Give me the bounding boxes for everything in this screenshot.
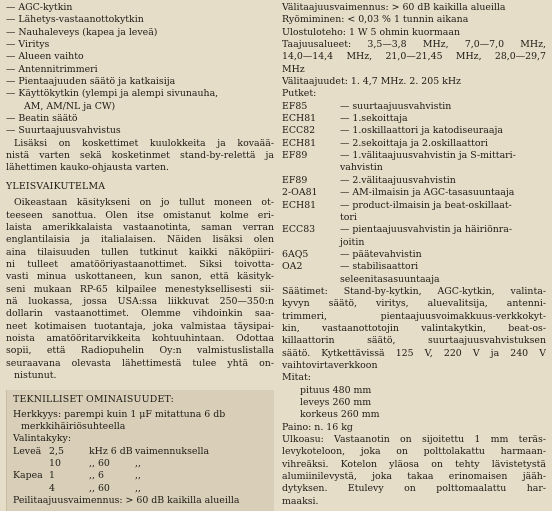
feature-item: — Beatin säätö — [6, 113, 78, 125]
feature-item: — Käyttökytkin (ylempi ja alempi sivunauha, — [6, 88, 219, 100]
feature-item: — AGC-kytkin — [6, 2, 73, 13]
paragraph-line: laista amerikkalaista vastaanotinta, saman verran — [6, 221, 274, 233]
paragraph-line: trimmeri, pientaajuusvoimakkuus-verkkokyt- — [282, 310, 546, 322]
paragraph-line: Lisäksi on koskettimet kuulokkeita ja kovaää- — [14, 137, 274, 149]
tube-row: EF89 — 2.välitaajuusvahvistin — [282, 174, 456, 186]
tube-row: EF85 — suurtaajuusvahvistin — [282, 100, 452, 112]
paragraph-line: nistunut. — [14, 369, 57, 381]
spec-line: MHz — [282, 63, 305, 75]
left-column — [6, 2, 274, 511]
paragraph-line: sopii, että Radiopuhelin Oy:n valmistuslistalla — [6, 345, 274, 357]
tube-row: ECC83 — pientaajuusvahvistin ja häiriönra- — [282, 224, 512, 236]
feature-list — [6, 2, 274, 138]
spec-line: Välitaajuusvaimennus: > 60 dB kaikilla alueilla — [282, 2, 506, 13]
paragraph-line: vihreäksi. Kotelon yläosa on tehty lävistetystä — [282, 458, 546, 470]
weight-line: Paino: n. 16 kg — [282, 421, 353, 433]
tube-row: 2-OA81 — AM-ilmaisin ja AGC-tasasuuntaaja — [282, 187, 515, 199]
tube-row-continued: seleenitasasuuntaaja — [340, 273, 440, 285]
paragraph-line: neet kotimaisen tuotantaja, joka valmistaa täysipai- — [6, 320, 274, 332]
spec-line: Välitaajuudet: 1. 4,7 MHz. 2. 205 kHz — [282, 76, 461, 88]
feature-item-continued: AM, AM/NL ja CW) — [24, 100, 116, 112]
paragraph-line: seni mukaan RP-65 kilpailee menestyksellisesti sii- — [6, 283, 274, 295]
specs-title: TEKNILLISET OMINAISUUDET: — [13, 394, 174, 406]
paragraph-line: kin, vastaanottotojin valintakytkin, beat-os- — [282, 322, 546, 334]
paragraph-line: ni tulleet amatööriyastaanottimet. Siksi toivotta- — [6, 258, 274, 270]
spec-line: Ulostuloteho: 1 W 5 ohmin kuormaan — [282, 26, 460, 38]
paragraph-line: vasti minua uskottaneen, kun sanon, että käsityk- — [6, 271, 274, 283]
specs-box — [6, 390, 274, 511]
paragraph-line: seuraavana olevasta lähettimestä tulee yhtä on- — [6, 357, 274, 369]
feature-item: — Pientaajuuden säätö ja katkaisija — [6, 76, 176, 88]
selectivity-row: Leveä 2,5 kHz 6 dB vaimennuksella — [13, 445, 210, 457]
feature-item: — Lähetys-vastaanottokytkin — [6, 14, 144, 26]
paragraph-line: levykoteloon, joka on polttolakattu harmaan- — [282, 446, 546, 458]
tube-row: ECH81 — 2.sekoittaja ja 2.oskillaattori — [282, 137, 488, 149]
paragraph-line: teeseen sanottua. Olen itse omistanut kolme eri- — [6, 209, 274, 221]
tube-list — [282, 101, 546, 286]
paragraph-line: kyvyn säätö, viritys, aluevalitsija, antenni- — [282, 298, 546, 310]
dims-title: Mitat: — [282, 372, 311, 384]
feature-item: — Viritys — [6, 39, 50, 51]
selectivity-row: Kapea 1 ,, 6 ,, — [13, 470, 141, 482]
body-paragraph — [6, 197, 274, 382]
spec-line: merkkihäiriösuhteella — [21, 421, 126, 432]
selectivity-table — [13, 446, 268, 495]
paragraph-line: maaksi. — [282, 495, 319, 507]
spec-line: Valintakyky: — [13, 433, 72, 445]
right-column — [282, 2, 546, 508]
tube-row: ECH81 — 1.sekoittaja — [282, 113, 408, 125]
paragraph-line: aina tilaisuuden tullen tutkinut kaikki näköpiiri- — [6, 246, 274, 258]
spec-line: Herkkyys: parempi kuin 1 μF mitattuna 6 db — [13, 408, 226, 420]
spec-line: 14,0—14,4 MHz, 21,0—21,45 MHz, 28,0—29,7 — [282, 51, 546, 63]
selectivity-row: 4 ,, 60 ,, — [49, 482, 141, 494]
paragraph-line: noista amatööritarvikkeita kohtuuhintaan. Odottaa — [6, 332, 274, 344]
controls-paragraph — [282, 286, 546, 372]
paragraph-line: lähettimen kauko-ohjausta varten. — [6, 162, 170, 174]
spec-line: Ryömiminen: < 0,03 % 1 tunnin aikana — [282, 14, 469, 26]
feature-item: — Nauhaleveys (kapea ja leveä) — [6, 26, 158, 38]
paragraph-line: Ulkoasu: Vastaanotin on sijoitettu 1 mm teräs- — [282, 434, 546, 446]
paragraph-line: englantilaisia ja italialaisen. Näiden lisäksi olen — [6, 234, 274, 246]
paragraph-line: vaihtovirtaverkkoon — [282, 359, 378, 371]
paragraph-line: Säätimet: Stand-by-kytkin, AGC-kytkin, valinta- — [282, 285, 546, 297]
tube-row: ECC82 — 1.oskillaattori ja katodiseuraaja — [282, 125, 503, 137]
paragraph-line: nistä varten sekä kosketinmet stand-by-relettä ja — [6, 150, 274, 162]
tube-row: 6AQ5 — päätevahvistin — [282, 248, 422, 260]
tube-row: OA2 — stabilisaattori — [282, 261, 419, 273]
paragraph-line: nä luokassa, jossa USA:ssa liikkuvat 250—350:n — [6, 295, 274, 307]
tubes-title: Putket: — [282, 88, 317, 100]
paragraph-line: alumiinilevystä, joka takaa erinomaisen jääh- — [282, 471, 546, 483]
dim-line: korkeus 260 mm — [300, 409, 380, 421]
tube-row-continued: joitin — [340, 236, 365, 248]
spec-line: Peilitaajuusvaimennus: > 60 dB kaikilla alueilla — [13, 495, 240, 507]
paragraph-line: Oikeastaan käsitykseni on jo tullut moneen ot- — [14, 197, 274, 209]
dim-line: leveys 260 mm — [300, 397, 372, 408]
tube-row-continued: tori — [340, 211, 357, 223]
paragraph-line: säätö. Kytkettävissä 125 V, 220 V ja 240 V — [282, 347, 546, 359]
feature-item: — Suurtaajuusvahvistus — [6, 125, 121, 137]
paragraph-line: killaattorin säätö, suurtaajuusvahvistuksen — [282, 335, 546, 347]
spec-line: Taajuusalueet: 3,5—3,8 MHz, 7,0—7,0 MHz, — [282, 39, 546, 51]
intro-paragraph — [6, 138, 274, 175]
paragraph-line: dytyksen. Etulevy on polttomaalattu har- — [282, 483, 546, 495]
paragraph-line: dollarin vastaanottimet. Olemme vihdoinkin saa- — [6, 308, 274, 320]
section-title: YLEISVAIKUTELMA — [6, 180, 106, 192]
dim-line: pituus 480 mm — [300, 384, 372, 396]
tube-row: EF89 — 1.välitaajuusvahvistin ja S-mittari- — [282, 150, 516, 162]
exterior-paragraph — [282, 434, 546, 508]
tube-row-continued: vahvistin — [340, 162, 383, 174]
feature-item: — Antennitrimmeri — [6, 63, 98, 75]
selectivity-row: 10 ,, 60 ,, — [49, 458, 141, 470]
feature-item: — Alueen vaihto — [6, 51, 84, 63]
tube-row: ECH81 — product-ilmaisin ja beat-oskillaat- — [282, 199, 512, 211]
